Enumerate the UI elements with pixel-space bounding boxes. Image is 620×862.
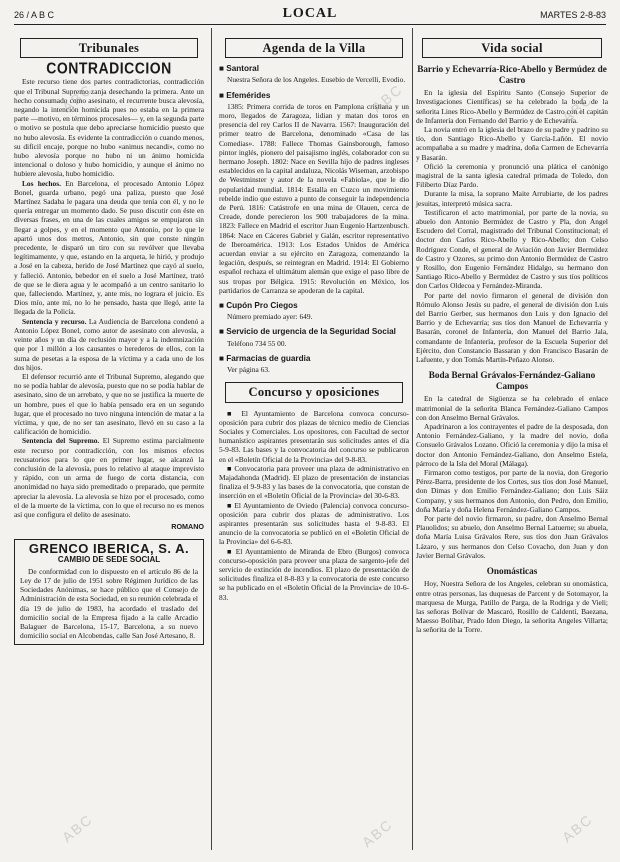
subhead-santoral: ■ Santoral xyxy=(219,64,259,74)
watermark: ABC xyxy=(58,810,96,846)
paragraph: Sentencia del Supremo. El Supremo estima parcialmente este recurso por contradicción, con los mismos efectos recusatorios para lo que en primer lugar, se alcanzó la conclusión de la alevosía, pues lo relativo al ataque imprevisto y rápido, con un arma de fuego de corta distancia, con anonimidad no haya sido premeditado o preparado, que permite apreciar la alevosía. La alevosía se hizo por el procesado, como el de la muerte de la víctima, con lo que el recurso no es menos así que configura el delito de asesinato. xyxy=(14,436,204,519)
paragraph: ■ Convocatoria para proveer una plaza de administrativo en Majadahonda (Madrid). El plazo de presentación de instancias finaliza el 9-9-83 y las bases de la convocatoria, que constan de inserción en el «Boletín Oficial de la Provincia» del 30-6-83. xyxy=(219,463,409,501)
watermark: ABC xyxy=(358,815,396,851)
subhead-efemerides: ■ Efemérides xyxy=(219,90,271,100)
section-box-tribunales: Tribunales xyxy=(20,38,198,58)
paragraph: Firmaron como testigos, por parte de la novia, don Gregorio Pérez-Barra, presidente de los Cortes, sus tíos don José Manuel, don Dimas y don Emilio Fernández-Galiano; don Luis Sáiz Company, y sus hermanos don Antonio, don Pedro, don Emilio, doña María y doña Helena Fernández-Galiano Campos. xyxy=(416,467,608,514)
paragraph: En la catedral de Sigüenza se ha celebrado el enlace matrimonial de la señorita Blanca Fernández-Galiano Campos con don Anselmo Bernal Grávalos. xyxy=(416,394,608,422)
paragraph: ■ El Ayuntamiento de Barcelona convoca concurso-oposición para cubrir dos plazas de técnico medio de Ciencias Sociales y Comerciales. Los opositores, con Facultad de sector humanístico aspirantes presentarán sus solicitudes antes el día 5-9-83. Las bases y la convocatoria del concurso se publicaron en el «Boletín Oficial de la Provincia» del 9-8-83. xyxy=(219,408,409,464)
paragraph: Ver página 63. xyxy=(227,365,270,375)
page-header xyxy=(14,8,606,24)
watermark: ABC xyxy=(558,90,596,126)
column-tribunales xyxy=(14,30,204,645)
section-title: LOCAL xyxy=(282,6,338,21)
wedding-headline: Barrio y Echevarría-Rico-Abello y Bermúdez de Castro xyxy=(417,64,607,85)
subhead-urgencia: ■ Servicio de urgencia de la Seguridad Social xyxy=(219,327,396,337)
paragraph: La novia entró en la iglesia del brazo de su padre y padrino su tío, don Santiago Rico-Abello y García-Lañón. El novio acompañaba a su madre y madrina, doña Carmen de Echevarría y Basarán. xyxy=(416,125,608,162)
paragraph: ■ El Ayuntamiento de Miranda de Ebro (Burgos) convoca concurso-oposición para proveer una plaza de sargento-jefe del servicio de extinción de incendios. El plazo de presentación de solicitudes finaliza el 8-8-83 y la convocatoria de este concurso se ha publicado en el «Boletín Oficial de la Provincia» de 10-6-83. xyxy=(219,546,409,602)
author-signature: ROMANO xyxy=(171,522,204,532)
onomasticas-headline: Onomásticas xyxy=(486,565,538,576)
headline: CONTRADICCION xyxy=(46,58,172,78)
paragraph: Por parte del novio firmaron el general de división don Rómulo Alonso Jesús su padre, el general de división don Luis del Barrio Gerber, sus hermanos don Luis y don Ignacio del Barrio y de Echevarría; sus tíos don Manuel de Echevarría y Basarán, coronel de Infantería, don Manuel del Barrio Jala, comandante de Infantería, profesor de la Escuela Superior del Ejército, don Constancio Bassaran y don Francisco Basarán de Lafuente, y don Tomás Martín-Peñazo Alonso. xyxy=(416,290,608,365)
column-agenda xyxy=(219,30,409,602)
page-number: 26 / A B C xyxy=(14,10,55,20)
paragraph: ■ El Ayuntamiento de Oviedo (Palencia) convoca concurso-oposición para cubrir dos plazas de administrativo. Los aspirantes presentarán sus solicitudes hasta el 9-8-83. El anuncio de la convocatoria se publicó en el «Boletín Oficial de la Provincia» del 6-6-83. xyxy=(219,500,409,547)
advert-body: De conformidad con lo dispuesto en el artículo 86 de la Ley de 17 de julio de 1951 sobre Régimen Jurídico de las Sociedades Anónimas, se hace público que el Consejo de Administración de esta Sociedad, en su reunión celebrada el día 19 de julio de 1983, ha acordado el traslado del domicilio social de la Empresa fijado a la calle Arcadio Balaguer de Barcelona, 15-17, Barcelona, a su nuevo domicilio social en Alcobendas, calle San José Artesano, 8. xyxy=(20,566,198,641)
notice-advert xyxy=(14,539,204,645)
paragraph: En la iglesia del Espíritu Santo (Consejo Superior de Investigaciones Científicas) se ha celebrado la boda de la señorita Lines Rico-Abello y Bermúdez de Castro con el capitán de Infantería don Fernando del Barrio y de Echevarría. xyxy=(416,88,608,125)
paragraph: Teléfono 734 55 00. xyxy=(227,338,287,348)
paragraph: Número premiado ayer: 649. xyxy=(227,312,313,322)
paragraph: Hoy, Nuestra Señora de los Angeles, celebran su onomástica, entre otras personas, las duquesas de Parcent y de Sotomayor, la marquesa de Murga, Patillo de Parga, de la Rodriga y de Vieli; las señoras Bolívar de Mascaró, Rosillo de Caldentí, Baezana, Maesso Bolíbar, Prado Idon Diego, la señorita Angeles Villarta; la señorita de la Torre. xyxy=(416,579,608,635)
paragraph: Por parte del novio firmaron, su padre, don Anselmo Bernal Plauolidos; su abuelo, don Anselmo Bernal Latuerne; su abuela, doña María Luisa Grávalos Rere, sus tíos don Juan Grávalos Lázaro, y sus hermanos don Celso Covacho, don Juan y don Javier Bernal Grávalos. xyxy=(416,513,608,560)
column-vida-social xyxy=(416,30,608,635)
paragraph: Nuestra Señora de los Angeles. Eusebio de Vercelli, Evodio. xyxy=(227,75,406,85)
watermark: ABC xyxy=(58,80,96,116)
wedding-headline: Boda Bernal Grávalos-Fernández-Galiano Campos xyxy=(428,370,596,391)
paragraph: Testificaron el acto matrimonial, por parte de la novia, su abuelo don Antonio Bermúdez de Castro y Pla, don Angel Escudero del Corral, magistrado del Tribunal Constitucional; el doctor don Carlos Rico-Abello y Rico-Abello; don Celso Rodríguez Conde, el general de Aviación don Javier Bermúdez de Castro y Ozores, su primo don Antonio Bermúdez de Castro y Rosillo, don Eugenio Fernández Hidalgo, su hermano don Santiago Rico-Abello y Bermúdez de Castro y sus tíos políticos don Carlos Oldecoa y Fernández-Miranda. xyxy=(416,207,608,291)
paragraph: Sentencia y recurso. La Audiencia de Barcelona condenó a Antonio López Bonel, como autor de asesinato con alevosía, a veinte años y un día de reclusión mayor y a la indemnización que por 1 millón a los causantes o herederos de ellos, con la suma de pesetas a la esposa de la víctima y a cada uno de los dos hijos. xyxy=(14,316,205,372)
paragraph: El defensor recurrió ante el Tribunal Supremo, alegando que no se podía hablar de alevosía, puesto que no se podía hablar de asesinato, sino de un arrebato, y que no se justifica la muerte de un hombre, pues el que lo había pensado era en un segundo lugar, que el procesado no tuvo ninguna intención de matar a la víctima, y que, de no ser tan asesinato, llevó en su caso a la calificación de homicidio. xyxy=(14,371,204,437)
paragraph: Durante la misa, la soprano Maite Arrubiarte, de los padres jesuitas, interpretó música sacra. xyxy=(416,189,608,208)
paragraph: 1385: Primera corrida de toros en Pamplona cristiana y un moro, llegados de Zaragoza, lidian y matan dos toros en presencia del rey Carlos II de Navarra. 1567: Inauguración del primer teatro de Barcelona, denominado «Casa de las Comedias». 1788: Fallece Thomas Gainsborough, famoso pintor inglés, pionero del paisajismo inglés, colaborador con su hermano Joseph. 1802: Nace en Sevilla hijo de padres ingleses establecidos en la capital andaluza, Nicolás Wiseman, arzobispo de Westminster y autor de la novela «Fabiola», que le dio popularidad mundial. 1814: Estalla en Cuzco un movimiento rebelde indio que estuvo a punto de conseguir la independencia de Perú. 1816: Catástrofe en una mina de Olauen, cerca de Creade, donde perecieron los 900 trabajadores de la mina. 1823: Fallece en Madrid el escritor Juan Eugenio Hartzenbusch. 1864: Nace en Cáceres Gabriel y Galán, escritor representativo de Iberoamérica. 1913: Los Estados Unidos de América acuerdan enviar a su ejército en Zaragoza, comenzando la legación, después, se reintegran en Madrid. 1914: El Gobierno español rechaza el ultimátum alemán que exige el paso libre de sus tropas por Bélgica. 1915: Revolución en México, los partidarios de Carranza se apoderan de la capital. xyxy=(219,101,409,295)
issue-date: MARTES 2-8-83 xyxy=(540,10,606,20)
section-box-agenda: Agenda de la Villa xyxy=(225,38,403,58)
section-box-vida-social: Vida social xyxy=(422,38,602,58)
subhead-cupon: ■ Cupón Pro Ciegos xyxy=(219,301,298,311)
paragraph: Ofició la ceremonia y pronunció una plática el canónigo magistral de la santa iglesia catedral primada de Toledo, don Filiberto Díaz Pardo. xyxy=(416,161,608,190)
column-divider xyxy=(211,28,212,850)
watermark: ABC xyxy=(368,80,406,116)
paragraph: Los hechos. En Barcelona, el procesado Antonio López Bonel, guarda urbano, pegó una paliza, puesto que José Martínez Sadaba le pagara una deuda que tenía con él, y no le quería entregar un momento dado. Se puso discutir con éste en diversas frases, en una de las cuales amigos se empujaron sin llegar a golpes, y en el momento que Antonio, por lo que le apartó unos dos metros, Antonio, sin que conste ningún precedente, le disparó un tiro con su revólver que llevaba legítimamente, y que, estando en la arqueta, le hirió, y produjo a José en la cabeza, herido de José Martínez que cayó al suelo, y falleció. Antonio, bebedor en el suelo a José Martínez, trató de que se le diera agua y le acompañó a un centro sanitario lo que, falleciendo. Martínez, y, ante mis, no lograra el juicio. Es Dios mío, ante mí, no lo he pensado, hasta que llegó, ante la llegada de la Policía. xyxy=(14,178,204,317)
advert-title: GRENCO IBERICA, S. A. xyxy=(28,541,190,557)
paragraph: Apadrinaron a los contrayentes el padre de la desposada, don Antonio Fernández-Galiano, y la madre del novio, doña Consuelo Grávalos Lozano. Ofició la ceremonia y dijo la misa el doctor don Antonio Fernández-Galiano, don Anselmo Estela, párroco de la Isla del Moral (Málaga). xyxy=(416,421,608,468)
header-rule xyxy=(14,24,606,25)
column-divider xyxy=(412,28,413,850)
subhead-farmacias: ■ Farmacias de guardia xyxy=(219,353,311,363)
paragraph: Este recurso tiene dos partes contradictorias, contradicción que el Tribunal Supremo zanja desechando la primera. Ante un hecho consumado como asesinato, el recurrente busca alevosía, negando la intención homicida pues no estaba en la primera parte —motivo, en términos procesales— y, en la segunda parte o motivo se postula que debo apreciarse homicidio puesto que no hubo alevosía. Es evidente la contradicción o cuando menos, su difícil encaje, porque no hubo «animus necandi», como no hubo alevosía porque no hubo ni un ánimo homicida intencional o doloso y hubo homicidio, y aunque el ánimo no hubiere alevosía, hubo homicidio. xyxy=(14,77,204,179)
watermark: ABC xyxy=(558,810,596,846)
advert-subtitle: CAMBIO DE SEDE SOCIAL xyxy=(57,554,161,564)
section-box-concursos: Concurso y oposiciones xyxy=(225,382,403,402)
